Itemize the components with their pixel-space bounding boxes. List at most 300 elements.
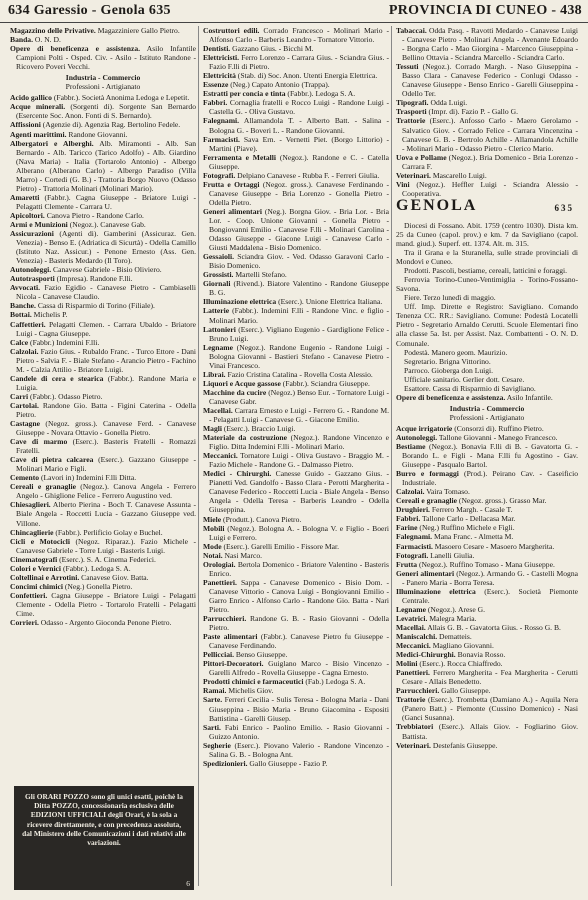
entry-category: Burro e formaggi [396, 469, 459, 479]
entry-category: Legname [396, 604, 426, 614]
section-subheading: Professioni - Artigianato [65, 82, 141, 92]
entry-category: Tabaccai. [396, 26, 427, 35]
directory-entry [203, 695, 389, 722]
entry-names: Mascarello Luigi. [430, 170, 487, 180]
entry-category: Concimi chimici [10, 581, 63, 591]
directory-entry [203, 279, 389, 297]
entry-category: Armi e Munizioni [10, 219, 68, 229]
entry-names: (Negoz.). Randone e C. - Catella Giuseppe. [209, 152, 389, 171]
directory-entry [396, 722, 578, 740]
entry-names: Cornaglia fratelli e Rocco Luigi - Randone Luigi - Castella G. - Oliva Gustavo. [209, 98, 389, 117]
entry-category: Magazzino delle Privative. [10, 26, 96, 35]
directory-entry [203, 560, 389, 578]
directory-entry [203, 71, 389, 80]
intro-paragraph: Tra il Grana e la Sturanella, sulle strade provinciali di Mondovì e Cuneo. [396, 248, 578, 267]
entry-names: Sciandra Giov. - Ved. Odasso Garavoni Carlo - Bisio Domenico. [209, 252, 389, 271]
entry-category: Farmacisti. [396, 541, 433, 551]
directory-entry [396, 695, 578, 722]
entry-names: (Fabbr.) Indemini F.lli. [28, 337, 100, 347]
entry-category: Ramai. [203, 686, 227, 696]
entry-names: Sappa - Canavese Domenico - Bisio Dom. - Canavese Vittorio - Canova Luigi - Bongiovanni Emilio - Garro Enrico - Alfonso Carlo - Randone Gio. Batta - Nari Pietro. [209, 577, 389, 614]
directory-entry [203, 180, 389, 207]
directory-entry [396, 668, 578, 686]
entry-names: Guiglano Marco - Bisio Vincenzo - Garelli Alfredo - Rovella Giuseppe - Cagna Ernesto. [209, 659, 389, 678]
entry-category: Autotrasporti [10, 274, 55, 284]
intro-paragraph: Prodotti. Pascoli, bestiame, cereali, latticini e foraggi. [404, 266, 568, 276]
entry-names: (Eserc.). Anfosso Carlo - Maero Gerolamo - Salvatico Giov. - Corrado Felice - Carrara Vincenzina - Canavese G. B. - Bertrolo Achille - Allamandola Achille - Molinari Mario - Odasso Pietro - Clerico Mario. [402, 116, 578, 153]
entry-names: Asilo Infantile Campioni Polti - Osped. Civ. - Asilo - Istituto Randone - Ricovero Poveri Vecchi. [16, 44, 196, 72]
entry-names: Sava Ern. - Vernetti Piet. (Borgo Littorio) - Martini (Piave). [209, 134, 389, 153]
intro-paragraph: Ferrovia Torino-Cuneo-Ventimiglia - Torino-Fossano-Savona. [396, 275, 578, 294]
directory-entry [10, 528, 196, 537]
entry-category: Banche. [10, 301, 36, 311]
directory-entry [10, 591, 196, 618]
directory-entry [10, 274, 196, 283]
entry-names: Michelis P. [31, 310, 68, 320]
entry-names: Fazio Egidio - Canavese Pietro - Cambiaselli Nicola - Canavese Claudio. [16, 283, 196, 302]
directory-entry [396, 632, 578, 641]
entry-names: (Negoz. gross.). Grasso Mar. [457, 496, 547, 506]
garessio-entries-end [396, 26, 578, 198]
entry-category: Paste alimentari [203, 632, 258, 642]
entry-category: Parrucchieri. [396, 686, 440, 696]
entry-category: Acido gallico [10, 93, 52, 103]
entry-category: Drughieri. [396, 505, 430, 515]
entry-names: Tallone Giovanni - Manego Francesco. [437, 432, 558, 442]
entry-category: Elettricisti. [203, 53, 240, 63]
directory-entry [203, 98, 389, 116]
entry-category: Frutta e Ortaggi [203, 179, 260, 189]
directory-entry [203, 135, 389, 153]
entry-category: Cemento [10, 473, 40, 483]
entry-names: Ferrero Margh. - Casale T. [429, 505, 513, 515]
entry-category: Bestiame [396, 442, 426, 452]
entry-category: Lattonieri [203, 324, 236, 334]
directory-entry [203, 469, 389, 514]
page-header [0, 0, 588, 23]
entry-names: (Negoz.). Bologna A. - Bologna V. e Figlio - Boeri Luigi e Ferrero. [209, 523, 389, 542]
entry-category: Illuminazione elettrica [203, 297, 277, 307]
directory-entry [10, 564, 196, 573]
directory-entry [396, 505, 578, 514]
directory-entry [396, 496, 578, 505]
directory-entry [203, 80, 389, 89]
entry-names: (Impr. di). Fazio P. - Gallo G. [426, 107, 518, 117]
directory-entry [10, 283, 196, 301]
entry-names: (Negoz.). Canova Angela - Ferrero Angelo - Ghiglione Felice - Ferrero Augustino ved. [16, 482, 196, 501]
entry-category: Cave di marmo [10, 437, 68, 447]
entry-names: (Rivend.). Biatore Valentino - Randone Giuseppe B. G. [209, 279, 389, 298]
entry-category: Tessuti [396, 62, 419, 72]
column-2 [203, 26, 389, 768]
entry-names: (Fabbr.). Cagna Giuseppe - Briatore Luigi - Pelagatti Clemente - Carrara U. [16, 192, 196, 211]
entry-names: Canavese Giov. Batta. [79, 572, 149, 582]
entry-category: Macchine da cucire [203, 387, 267, 397]
directory-entry [396, 560, 578, 569]
directory-entry [396, 569, 578, 587]
entry-category: Sarti. [203, 722, 221, 732]
directory-entry [396, 614, 578, 623]
entry-names: Randone G. B. - Rasio Giovanni - Odella Pietro. [209, 614, 389, 633]
intro-paragraph: Fiere. Terzo lunedì di maggio. [404, 293, 496, 303]
town-number: 635 [554, 202, 574, 213]
directory-entry [203, 153, 389, 171]
entry-names: (Neg.) Gonella Pietro. [62, 581, 133, 591]
directory-entry [396, 741, 578, 750]
directory-entry [396, 523, 578, 532]
directory-entry [10, 537, 196, 555]
section-heading: Industria - Commercio [449, 403, 525, 413]
entry-category: Prodotti chimici e farmaceutici [203, 677, 304, 687]
entry-category: Librai. [203, 369, 226, 379]
entry-names: (Negoz. gross.). Canavese Ferdinando - Canavese Giuseppe - Bria Lorenzo - Gonella Pietro - Odella Pietro. [209, 179, 389, 207]
directory-entry [203, 26, 389, 44]
entry-names: Carrara Ernesto e Luigi - Ferrero G. - Randone M. - Pelagatti Luigi - Canavese G. - Giacone Emilio. [209, 405, 389, 425]
entry-names: (Negoz.). Ruffino Tomaso - Mana Giuseppe. [417, 559, 555, 569]
directory-entry [203, 270, 389, 279]
directory-entry [396, 26, 578, 62]
entry-names: (Negoz.). Canavese Gab. [67, 219, 146, 229]
directory-entry [203, 306, 389, 324]
directory-entry [10, 102, 196, 120]
entry-names: (Eserc.). Garelli Emilio - Fissore Mar. [221, 541, 340, 551]
directory-entry [203, 578, 389, 614]
entry-category: Miele [203, 514, 222, 524]
entry-names: Benso Giuseppe. [234, 650, 288, 660]
entry-names: (Eserc.). Piovano Valerio - Randone Vincenzo - Salina G. B. - Bologna Ant. [209, 740, 389, 759]
entry-category: Agenti marittimi. [10, 129, 67, 139]
entry-category: Castagne [10, 419, 40, 429]
column-1 [10, 26, 196, 627]
entry-names: (Negoz.). Randone Vincenzo e Figlio. Ditta Indemini F.lli - Molinari Mario. [209, 433, 389, 452]
directory-entry [396, 659, 578, 668]
directory-entry [396, 469, 578, 487]
entry-names: Randone Gio. Batta - Figini Caterina - Odella Pietro. [16, 400, 196, 419]
directory-entry [203, 686, 389, 695]
directory-entry [203, 370, 389, 379]
directory-entry [10, 482, 196, 500]
entry-names: Tallone Carlo - Dellacasa Mar. [420, 514, 516, 524]
entry-category: Chiesaglieri. [10, 500, 51, 510]
directory-entry [10, 419, 196, 437]
directory-entry [396, 542, 578, 551]
entry-category: Pellicciai. [203, 650, 234, 660]
entry-category: Uova e Pollame [396, 152, 447, 162]
entry-category: Autonoleggi. [10, 265, 52, 275]
directory-entry [396, 487, 578, 496]
directory-entry [10, 310, 196, 319]
directory-entry [203, 614, 389, 632]
entry-category: Molini [396, 659, 418, 669]
entry-category: Confettieri. [10, 590, 48, 600]
directory-entry [10, 193, 196, 211]
entry-names: (Impresa). Randone F.lli. [54, 274, 133, 284]
entry-names: (Negoz.). Armando G. - Castelli Mogna - Panero Maria - Borra Teresa. [402, 568, 578, 587]
entry-names: Allamandola T. - Alberto Batt. - Salina - Bologna G. - Boveri L. - Randone Giovanni. [209, 116, 389, 135]
entry-names: (Negoz. gross.). Canavese Ferd. - Canavese Giuseppe - Novara Ottavio - Gonella Pietro. [16, 419, 196, 438]
entry-category: Generi alimentari [203, 206, 262, 216]
header-left: 634 Garessio - Genola 635 [8, 3, 171, 18]
town-name: GENOLA [396, 196, 478, 214]
entry-names: (Fab.) Ledoga S. A. [303, 677, 366, 687]
directory-entry [396, 180, 578, 198]
entry-category: Meccanici. [396, 641, 431, 651]
entry-names: Randone Giovanni. [66, 129, 128, 139]
entry-category: Tipografi. [396, 98, 429, 108]
directory-entry [203, 677, 389, 686]
entry-category: Amaretti [10, 192, 40, 202]
entry-names: Fabi Enrico - Paolino Emilio. - Rasio Giovanni - Guizzo Antonio. [209, 722, 389, 741]
entry-category: Panettieri. [396, 668, 430, 678]
entry-category: Cartolai. [10, 400, 39, 410]
directory-entry [203, 388, 389, 406]
header-right: PROVINCIA DI CUNEO - 438 [388, 3, 582, 18]
entry-names: (Neg.). Borgna Giov. - Bria Lor. - Bria Lor. - Coop. Unione Giovanni - Gonella Pietro - Bongiovanni Emilio - Canavese F.lli - Molinari Carolina - Odasso Giuseppe - Giacone Luigi - Canavese Carlo - Giusti Maddalena - Bisio Domenico. [209, 206, 389, 253]
town-heading [396, 196, 578, 219]
entry-names: (Negoz.). Bria Domenico - Bria Lorenzo - Carrara F. [402, 152, 578, 171]
entry-names: (Eserc.). Trombetta (Damiano A.) - Aquila Nera (Panero Batt.) - Piemonte (Cussino Domenico) - Nasi (Ganci Susanna). [402, 695, 578, 723]
entry-names: (Eserc.). Unione Elettrica Italiana. [276, 297, 383, 307]
directory-entry [396, 514, 578, 523]
entry-names: (Fabbr.). Odasso Pietro. [28, 391, 103, 401]
entry-names: (Eserc.). S. A. Cinema Federici. [57, 554, 156, 564]
entry-category: Spedizionieri. [203, 758, 248, 768]
entry-names: (Sorgenti di). Sorgente San Bernardo (Esercente Soc. Anon. Fonti di S. Bernardo). [16, 102, 196, 121]
directory-entry [396, 62, 578, 98]
entry-names: Canesse Guido - Gazzano Gius. - Pianetti Ved. Gandolfo - Basso Clara - Perotti Margherita - Canavese Federico - Roccetti Lucia - Biale Angela - Benso Angela - Odella Teresa - Barberis Leandro - Odella Giuseppina. [209, 469, 389, 515]
directory-entry [203, 379, 389, 388]
directory-entry [203, 207, 389, 252]
entry-category: Materiale da costruzione [203, 433, 287, 443]
entry-category: Trattorie [396, 116, 426, 126]
entry-category: Calzolai. [10, 346, 39, 356]
entry-category: Bottai. [10, 310, 32, 320]
entry-category: Carri [10, 391, 29, 401]
entry-category: Veterinari. [396, 170, 431, 180]
entry-names: Bonavia Rosso. [455, 650, 506, 660]
entry-names: (Fabbr.). Randone Maria e Luigia. [16, 373, 196, 392]
entry-names: (Negoz.). Corrado Margh. - Naso Giuseppina - Basso Clara - Canavese Federico - Conlugi Odasso - Canavese Giuseppe - Benso Enrico - Garelli Giuseppina - Odello Ter. [402, 62, 578, 99]
entry-names: (Negoz.). Randone Eugenio - Randone Luigi - Bologna Giovanni - Bastieri Stefano - Canavese Pietro - Vinai Francesco. [209, 342, 389, 370]
directory-entry [396, 424, 578, 433]
directory-entry [203, 524, 389, 542]
directory-entry [10, 220, 196, 229]
directory-entry [10, 93, 196, 102]
entry-names: (Fabbr.). Indemini F.lli - Randone Vinc. e figlio - Molinari Mario. [209, 306, 389, 325]
entry-category: Falegnami. [203, 116, 240, 126]
entry-category: Fotografi. [203, 170, 236, 180]
entry-category: Ferramenta e Metalli [203, 152, 277, 162]
intro-paragraph: Uff. Imp. Dirette e Registro: Savigliano. Comando Tenenza CC. RR.: Savigliano. Comune: Podestà Locatelli Pietro - Segretario Arnaldo Cerutti. Scuole Elementari fino alla classe 5a. Ist. per Assist. Naz. Combattenti - O. N. D. Comunale. [396, 302, 578, 348]
directory-entry [396, 98, 578, 107]
directory-entry [10, 229, 196, 265]
directory-entry [203, 433, 389, 451]
intro-paragraph: Podestà. Manero geom. Maurizio. [404, 347, 508, 357]
directory-entry [203, 515, 389, 524]
entry-names: Masoero Cesare - Masoero Margherita. [432, 541, 555, 551]
entry-category: Grossisti. [203, 270, 234, 280]
entry-category: Acque minerali. [10, 102, 66, 112]
entry-category: Cave di pietra calcarea [10, 455, 94, 465]
entry-names: Ferreri Cecilia - Sulis Teresa - Bologna Maria - Dani Giuseppina - Bisio Maria - Bruno Giacomina - Espositi Battistina - Garelli Giusep. [209, 695, 389, 723]
entry-names: Delpiano Canavese - Rubba F. - Ferreri Giulia. [235, 170, 380, 180]
genola-entries [396, 393, 578, 750]
entry-names: Allais G. B. - Gavatorta Gius. - Rosso G. B. [425, 622, 561, 632]
entry-names: Cassa di Risparmio di Torino (Filiale). [35, 301, 155, 311]
entry-category: Opere di beneficenza e assistenza. [396, 392, 506, 402]
intro-paragraph: Segretario. Brigna Vittorino. [404, 356, 491, 366]
entry-category: Pittori-Decoratori. [203, 659, 264, 669]
entry-category: Essenze [203, 80, 229, 90]
directory-entry [396, 393, 578, 402]
entry-category: Liquori e Acque gassose [203, 378, 281, 388]
entry-names: Magliano Giovanni. [430, 641, 494, 651]
entry-category: Cereali e granaglie [10, 482, 76, 492]
directory-entry [203, 252, 389, 270]
advert-text: Gli ORARI POZZO sono gli unici esatti, poichè la Ditta POZZO, concessionaria esclusiva delle EDIZIONI UFFICIALI degli Orari, è la sola a ricevere direttamente, e con precedenza assoluta, dal Ministero delle Comunicazioni i dati relativi alle variazioni. [22, 792, 186, 848]
directory-entry [10, 320, 196, 338]
entry-category: Cereali e granaglie [396, 496, 458, 506]
entry-category: Sarte. [203, 695, 223, 705]
entry-names: (Negoz.) Benso Eur. - Tornatore Luigi - Canavese Gabr. [209, 387, 389, 406]
entry-category: Caffettieri. [10, 319, 46, 329]
entry-category: Estratti per concia e tinta [203, 89, 286, 99]
entry-category: Avvocati. [10, 283, 41, 293]
entry-category: Trebbiatori [396, 722, 434, 732]
entry-category: Colori e Vernici [10, 563, 62, 573]
entry-category: Fotografi. [396, 550, 429, 560]
entry-names: (Neg.) Capato Antonio (Trappa). [228, 80, 330, 90]
directory-entry [203, 632, 389, 650]
entry-names: (Agenzie di). Agenzia Rag. Bertolino Fedele. [40, 120, 181, 130]
directory-entry [203, 424, 389, 433]
entry-category: Generi alimentari [396, 568, 455, 578]
entry-names: Asilo Infantile. [505, 392, 553, 402]
directory-entry [396, 605, 578, 614]
entry-category: Fabbri. [396, 514, 421, 524]
directory-entry [203, 53, 389, 71]
directory-entry [10, 618, 196, 627]
section-heading: Industria - Commercio [65, 73, 141, 83]
directory-entry [396, 116, 578, 152]
entry-category: Albergatori e Alberghi. [10, 138, 94, 148]
entry-category: Fabbri. [203, 98, 228, 108]
directory-entry [10, 582, 196, 591]
directory-entry [10, 500, 196, 527]
directory-entry [10, 35, 196, 44]
directory-entry [203, 297, 389, 306]
directory-entry [203, 759, 389, 768]
entry-names: Ferro Lorenzo - Carrara Gius. - Sciandra Gius. - Fazio F.lli di Pietro. [209, 53, 389, 72]
entry-category: Calce [10, 337, 29, 347]
entry-category: Falegnami. [396, 532, 433, 542]
entry-names: (Negoz.). Heffler Luigi - Sciandra Alessio - Cooperativa. [402, 179, 578, 198]
entry-category: Legname [203, 342, 233, 352]
entry-names: (Negoz. Riparaz.). Fazio Michele - Canavese Gabriele - Torre Luigi - Basteris Luigi. [16, 536, 196, 555]
entry-names: Fazio Gius. - Rubaldo Franc. - Turco Ettore - Dani Pietro - Salvia F. - Biale Stefano - Arancio Pietro - Fachino M. - Calzia Attilio - Briatore Luigi. [16, 346, 196, 374]
entry-names: (Consorzi di). Ruffino Pietro. [452, 423, 544, 433]
entry-category: Farmacisti. [203, 134, 240, 144]
entry-names: O. N. D. [33, 35, 61, 45]
entry-names: Corrado Francesco - Molinari Mario - Alfonso Carlo - Barberis Leandro - Tornatore Vittorio. [209, 26, 389, 45]
column-3 [396, 26, 578, 750]
directory-entry [10, 392, 196, 401]
directory-entry [10, 139, 196, 193]
entry-category: Segherie [203, 740, 231, 750]
column-divider [391, 26, 392, 886]
directory-entry [10, 573, 196, 582]
advert-page-number: 6 [186, 878, 190, 888]
entry-category: Farine [396, 523, 418, 533]
directory-entry [203, 89, 389, 98]
entry-names: Mana Franc. - Almetta M. [432, 532, 514, 542]
intro-paragraph: Diocesi di Fossano. Abit. 1759 (centro 1030). Dista km. 25 da Cuneo (capol. prov.) e km. 7 da Savigliano (capol. mand. giud.). Superf. ett. 1374. Alt. m. 315. [396, 220, 578, 248]
directory-entry [396, 623, 578, 632]
entry-names: Magazziniere Gallo Pietro. [95, 26, 180, 35]
entry-category: Assicurazioni [10, 229, 54, 239]
entry-category: Chincaglierie [10, 527, 54, 537]
entry-names: (Negoz.). Bonavia F.lli di B. - Gavatorta G. - Borando L. e Figli - Mana F.lli fu Agostino - Gav. Giuseppe - Pasqualo Bartol. [402, 442, 578, 470]
directory-entry [396, 686, 578, 695]
entry-category: Affissioni [10, 120, 41, 130]
directory-entry [10, 301, 196, 310]
entry-category: Latterie [203, 306, 230, 316]
entry-names: Martelli Stefano. [233, 270, 287, 280]
entry-names: Lanelli Giulia. [428, 550, 475, 560]
entry-names: Odda Pasq. - Ravotti Medardo - Canavese Luigi - Canavese Pietro - Molinari Angela - Avenante Edoardo - Borgna Carlo - Mao Giorgina - Marcenco Giuseppina - Bellino Ottavia - Sciandra Marcello - Sciandra Carlo. [402, 26, 578, 63]
entry-names: (Fabbr.). Sciandra Giuseppe. [280, 378, 370, 388]
directory-entry [10, 338, 196, 347]
directory-entry [396, 551, 578, 560]
entry-names: Alberto Pierina - Boch T. Canavese Assunta - Biale Angela - Roccetti Lucia - Gazzano Giuseppe ved. Villone. [16, 500, 196, 528]
entry-category: Veterinari. [396, 740, 431, 750]
entry-names: (Eserc.). Gazzano Giuseppe - Molinari Mario e Figli. [16, 455, 196, 474]
entry-category: Cinematografi [10, 554, 58, 564]
entry-category: Costruttori edili. [203, 26, 260, 35]
entry-category: Trattorie [396, 695, 426, 705]
directory-entry [203, 659, 389, 677]
entry-category: Panettieri. [203, 577, 237, 587]
entry-category: Cicli e Motocicli [10, 536, 70, 546]
entry-names: (Agenti di). Gamberini (Assicuraz. Gen. Venezia) - Benso E. (Adriatica di Sicurtà) - Odella Camillo (Istituto Naz. Assicur.) - Penone Ernesto (Ass. Gen. Venezia) - Basteris Medardo (Il Toro). [16, 229, 196, 266]
entry-names: Alb. Miramonti - Alb. San Bernardo - Alb. Taricco (Tarico Adolfo) - Alb. Giardino (Nava Maria) - Italia (Tortarolo Antonio) - Albergo Alberano (Alberano Carlo) - Albergo Paradiso (Villa Marro) - Cortedi (G. B.) - Trattoria Borgo Nuovo (Odasso Pietro) - Trattoria Molinari (Molinari Mario). [16, 138, 196, 193]
directory-entry [10, 26, 196, 35]
entry-names: (Stab. di) Soc. Anon. Utenti Energia Elettrica. [235, 71, 378, 81]
entry-category: Corrieri. [10, 618, 39, 628]
directory-entry [10, 455, 196, 473]
directory-entry [203, 723, 389, 741]
entry-category: Trasporti [396, 107, 427, 117]
entry-category: Opere di beneficenza e assistenza. [10, 44, 141, 54]
entry-category: Notai. [203, 550, 223, 560]
directory-entry [203, 44, 389, 53]
entry-category: Levatrici. [396, 613, 428, 623]
entry-names: (Fabbr.). Perlificio Golay e Buchel. [53, 527, 163, 537]
entry-names: Fazio Cristina Catalina - Rovella Costa Alessio. [225, 369, 373, 379]
entry-category: Mode [203, 541, 222, 551]
entry-category: Elettricità [203, 71, 236, 81]
directory-entry [396, 107, 578, 116]
entry-names: (Prod.). Peirano Cav. - Caseificio Industriale. [402, 469, 578, 488]
entry-category: Macellai. [203, 405, 233, 415]
directory-entry [396, 442, 578, 469]
entry-names: Odasso - Argento Gioconda Penone Pietro. [38, 618, 172, 628]
entry-names: (Fabbr.). Ledoga S. A. [61, 563, 131, 573]
entry-names: Odda Luigi. [428, 98, 468, 108]
directory-entry [396, 641, 578, 650]
entry-category: Apicoltori. [10, 210, 45, 220]
entry-category: Illuminazione elettrica [396, 586, 476, 596]
